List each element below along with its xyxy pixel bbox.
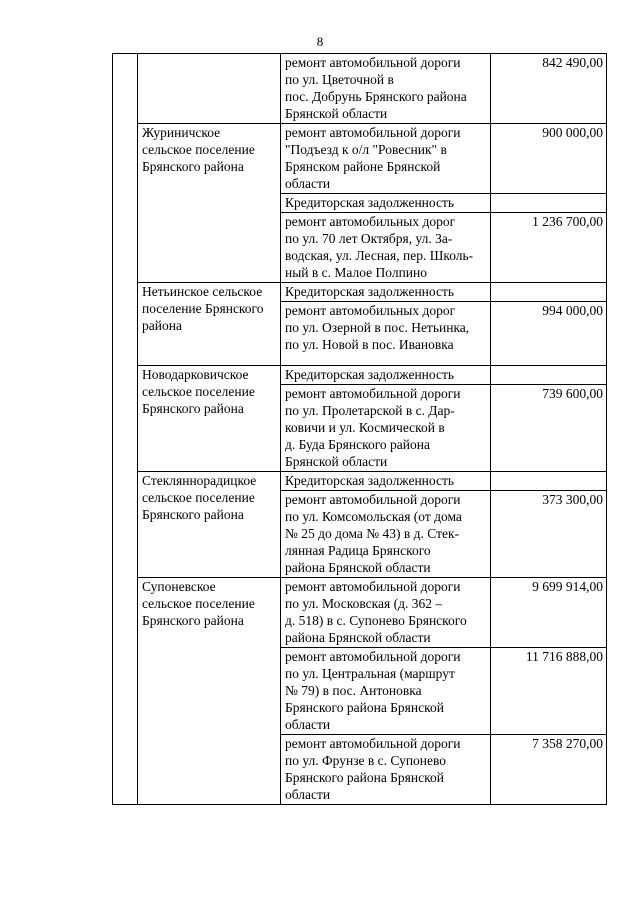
work-cell: Кредиторская задолженность <box>281 283 491 302</box>
settlement-cell: Стеклянноpадицкое сельское поселение Брянского района <box>138 472 281 578</box>
table-row <box>113 54 607 124</box>
table-row <box>113 578 607 648</box>
settlement-cell: Журиничское сельское поселение Брянского района <box>138 124 281 283</box>
table-row <box>113 283 607 302</box>
work-cell: ремонт автомобильной дороги по ул. Московская (д. 362 – д. 518) в с. Супонево Брянского района Брянской области <box>281 578 491 648</box>
page-number: 8 <box>316 34 324 49</box>
amount-cell: 11 716 888,00 <box>491 648 607 735</box>
amount-cell: 9 699 914,00 <box>491 578 607 648</box>
settlement-cell: Супоневское сельское поселение Брянского района <box>138 578 281 805</box>
work-cell: ремонт автомобильных дорог по ул. 70 лет Октября, ул. За- водская, ул. Лесная, пер. Школь- ный в с. Малое Полпино <box>281 213 491 283</box>
work-cell: Кредиторская задолженность <box>281 194 491 213</box>
road-repair-table <box>112 53 607 805</box>
work-cell: Кредиторская задолженность <box>281 366 491 385</box>
index-cell <box>113 54 138 805</box>
work-cell: ремонт автомобильной дороги по ул. Центральная (маршрут № 79) в пос. Антоновка Брянского района Брянской области <box>281 648 491 735</box>
work-cell: ремонт автомобильной дороги по ул. Пролетарской в с. Дар- ковичи и ул. Космической в д. Буда Брянского района Брянской области <box>281 385 491 472</box>
work-cell: Кредиторская задолженность <box>281 472 491 491</box>
work-cell: ремонт автомобильных дорог по ул. Озерной в пос. Нетьинка, по ул. Новой в пос. Ивановка <box>281 302 491 366</box>
amount-cell <box>491 194 607 213</box>
work-cell: ремонт автомобильной дороги "Подъезд к о/л "Ровесник" в Брянском районе Брянской области <box>281 124 491 194</box>
settlement-cell: Новодарковичское сельское поселение Брянского района <box>138 366 281 472</box>
amount-cell: 1 236 700,00 <box>491 213 607 283</box>
table-row <box>113 472 607 491</box>
amount-cell: 842 490,00 <box>491 54 607 124</box>
amount-cell: 7 358 270,00 <box>491 735 607 805</box>
amount-cell: 994 000,00 <box>491 302 607 366</box>
amount-cell: 373 300,00 <box>491 491 607 578</box>
amount-cell <box>491 283 607 302</box>
amount-cell: 739 600,00 <box>491 385 607 472</box>
amount-cell <box>491 366 607 385</box>
amount-cell: 900 000,00 <box>491 124 607 194</box>
work-cell: ремонт автомобильной дороги по ул. Фрунзе в с. Супонево Брянского района Брянской области <box>281 735 491 805</box>
amount-cell <box>491 472 607 491</box>
table-row <box>113 124 607 194</box>
work-cell: ремонт автомобильной дороги по ул. Цветочной в пос. Добрунь Брянского района Брянской области <box>281 54 491 124</box>
work-cell: ремонт автомобильной дороги по ул. Комсомольская (от дома № 25 до дома № 43) в д. Стек- лянная Радица Брянского района Брянской области <box>281 491 491 578</box>
table-row <box>113 366 607 385</box>
settlement-cell <box>138 54 281 124</box>
settlement-cell: Нетьинское сельское поселение Брянского района <box>138 283 281 366</box>
